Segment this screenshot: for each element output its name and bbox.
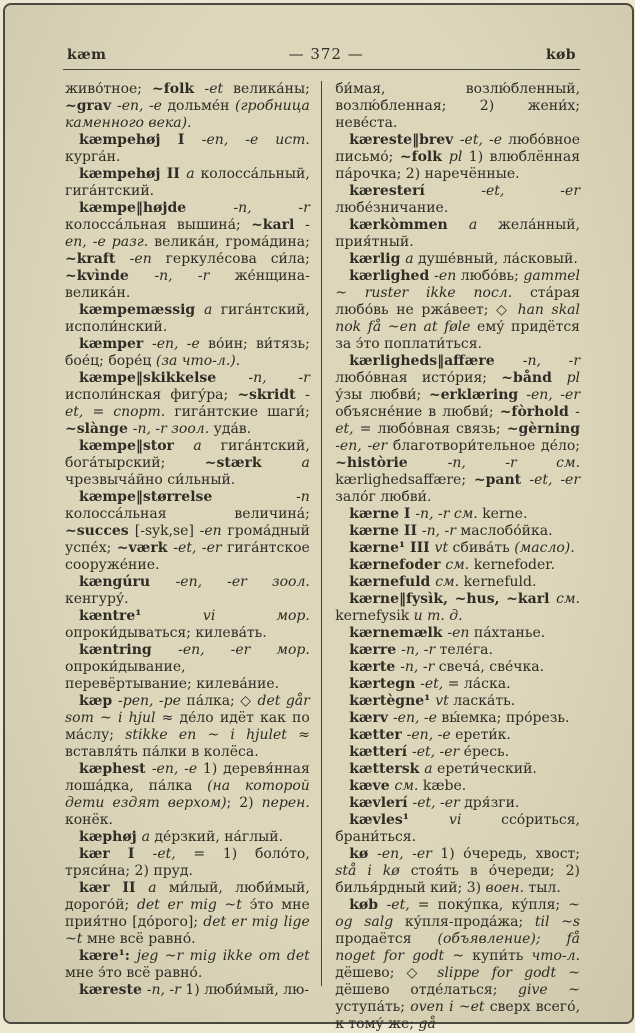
grammar-label: a [301, 455, 310, 471]
definition-text: kærlighedsaffære; [335, 472, 474, 488]
definition-text: kæbe. [422, 778, 467, 794]
grammar-label: oven i ~et [410, 999, 490, 1015]
header-rule [63, 69, 580, 70]
definition-text: душе́вный, ла́сковый. [418, 251, 578, 267]
grammar-label: -pen, -pe [118, 693, 187, 709]
headword: kærre [349, 642, 402, 658]
definition-text: ≈ де́ло идёт как по ма́слу; [65, 710, 310, 743]
definition-text: ерети́к. [455, 727, 511, 743]
definition-text: любе́зничание. [335, 200, 449, 216]
definition-text: сбива́ть [452, 540, 515, 556]
definition-text: геркуле́сова си́ла; [165, 251, 310, 267]
dictionary-entry [65, 302, 310, 336]
dictionary-entry [335, 812, 580, 846]
headword: kærne II [349, 523, 422, 539]
definition-text: любо́вная исто́рия; [335, 370, 502, 386]
headword: ~bånd [501, 370, 567, 386]
grammar-label: -n, -r см. [447, 455, 581, 471]
grammar-label: -en, -e [151, 336, 209, 352]
page-number: — 372 — [288, 45, 364, 63]
dictionary-entry [335, 625, 580, 642]
headword: kængúru [79, 574, 176, 590]
grammar-label: (за что-л.). [155, 353, 241, 369]
headword: kætter [349, 727, 407, 743]
headword: kætterí [349, 744, 412, 760]
headword: ~stærk [204, 455, 302, 471]
grammar-label: -en [434, 268, 461, 284]
guide-word-left: kæm [67, 47, 107, 63]
definition-text: любо́вная связь; [377, 421, 507, 437]
headword: kæphest [79, 761, 152, 777]
grammar-label: -en [199, 523, 228, 539]
definition-text: ему́ придётся за э́то поплати́ться. [335, 319, 581, 352]
definition-text: любо́вь; [460, 268, 524, 284]
headword: kæresterí [349, 183, 482, 199]
headword: ~karl [251, 217, 306, 233]
dictionary-entry [335, 132, 580, 183]
headword: kærv [349, 710, 393, 726]
definition-text: би́мая, возлю́бленный, возлю́бленная; 2) жени́х; неве́ста. [335, 81, 581, 131]
dictionary-entry [335, 710, 580, 727]
definition-text: поку́пка, ку́пля; [437, 897, 569, 913]
headword: kær I [79, 846, 153, 862]
headword: kærkòmmen [349, 217, 469, 233]
headword: kær II [79, 880, 149, 896]
grammar-label: give ~ [518, 982, 581, 998]
definition-text: дольме́н [167, 98, 235, 114]
headword: kæphøj [79, 829, 142, 845]
grammar-label: det er mig ~t [136, 897, 250, 913]
grammar-label: gå [418, 1016, 436, 1032]
dictionary-entry [335, 778, 580, 795]
grammar-label: -en [447, 625, 474, 641]
grammar-label: -en, -er [377, 846, 441, 862]
dictionary-entry [335, 591, 580, 625]
definition-text: kerne. [482, 506, 528, 522]
dictionary-entry [335, 540, 580, 557]
dictionary-entry [335, 693, 580, 710]
definition-text: kernefysik [335, 608, 414, 624]
grammar-label: -et, = [386, 897, 438, 913]
grammar-label: slippe for godt ~ [437, 965, 581, 981]
dictionary-entry [65, 846, 310, 880]
headword: kæreste [79, 982, 147, 998]
definition-text: гига́нтский, бога́тырский; [65, 438, 310, 471]
grammar-label: det går som ~ i hjul [65, 693, 310, 726]
grammar-label: a [141, 829, 155, 845]
grammar-label: -n, -r зоол. [132, 421, 214, 437]
definition-text: жела́нный, прия́тный. [335, 217, 581, 250]
grammar-label: (объявление); få noget for godt ~ [335, 931, 581, 964]
grammar-label: -en, -e [392, 710, 442, 726]
definition-text: велика́ны; [233, 81, 310, 97]
definition-text: мне э́то всё равно́. [65, 965, 203, 981]
grammar-label: -et, -er [412, 795, 465, 811]
dictionary-entry [335, 795, 580, 812]
headword: kæreste‖brev [349, 132, 460, 148]
headword: ~kvìnde [65, 268, 155, 284]
grammar-label: -en, -er зоол. [175, 574, 310, 590]
definition-text: же́нщина-велика́н. [65, 268, 310, 301]
dictionary-entry [65, 608, 310, 642]
grammar-label: -n, -r [154, 268, 235, 284]
headword: ~værk [116, 540, 174, 556]
grammar-label: -et, -e [459, 132, 509, 148]
dictionary-entry [335, 659, 580, 676]
definition-text: конёк. [65, 812, 113, 828]
definition-text: kernefuld. [463, 574, 537, 590]
definition-text: ссо́риться, брани́ться. [335, 812, 581, 845]
grammar-label: -en, -e ист. [201, 132, 310, 148]
headword: kærne I [349, 506, 416, 522]
grammar-label: jeg ~r mig ikke om det [136, 948, 310, 964]
headword: kæmpe‖stor [79, 438, 194, 454]
headword: ~històrie [335, 455, 448, 471]
dictionary-entry [335, 506, 580, 523]
headword: kæmpehøj II [79, 166, 187, 182]
grammar-label: -et, -er [481, 183, 581, 199]
definition-text: ласка́ть. [453, 693, 516, 709]
grammar-label: -en, -e разг. [65, 217, 310, 250]
grammar-label: см. [435, 574, 464, 590]
headword: ~pant [473, 472, 530, 488]
grammar-label: a [148, 880, 169, 896]
headword: kærtègne¹ [349, 693, 436, 709]
headword: kæmpe‖højde [79, 200, 234, 216]
dictionary-entry [65, 200, 310, 302]
headword: kærnefoder [349, 557, 446, 573]
dictionary-entry [335, 574, 580, 591]
headword: kære¹: [79, 948, 137, 964]
definition-text: 1) о́чередь, хвост; [440, 846, 581, 862]
grammar-label: til ~s [534, 914, 581, 930]
definition-text: е́ресь. [463, 744, 510, 760]
grammar-label: -et, -er [173, 540, 228, 556]
headword: kærne‖fysìk, ~hus, ~karl [349, 591, 557, 607]
headword: kærne¹ III [349, 540, 435, 556]
grammar-label: -et, = [335, 404, 581, 437]
grammar-label: -n, -r [421, 523, 461, 539]
headword: kæntring [79, 642, 179, 658]
definition-text: гига́нтские шаги́; [174, 404, 310, 420]
grammar-label: и т. д. [413, 608, 463, 624]
dictionary-entry [65, 693, 310, 761]
grammar-label: (масло). [514, 540, 575, 556]
definition-text: продаётся [335, 931, 438, 947]
dictionary-entry [335, 642, 580, 659]
headword: kæmpe‖størrelse [79, 489, 297, 505]
definition-text: велика́н, грома́дина; [154, 234, 310, 250]
headword: ~erklæring [428, 387, 527, 403]
grammar-label: что-л. [531, 948, 581, 964]
entry-continuation [335, 81, 580, 132]
definition-text: ста́рая любо́вь не ржа́веет; ◇ [335, 285, 581, 318]
dictionary-entry [65, 489, 310, 574]
grammar-label: см. [394, 778, 423, 794]
definition-text: стоя́ть в о́череди; 2) билья́рдный кий; 3) [335, 863, 581, 896]
definition-text: теле́га. [439, 642, 493, 658]
text-columns [65, 81, 581, 1032]
dictionary-entry [65, 948, 310, 982]
grammar-label: -n, -r [233, 200, 310, 216]
grammar-label: -n, -r [400, 659, 439, 675]
headword: kærlighed [349, 268, 435, 284]
page-paper [3, 3, 634, 1032]
grammar-label: ~ og salg [335, 897, 580, 930]
grammar-label: см. [445, 557, 474, 573]
grammar-label: см. [556, 591, 581, 607]
definition-text: колосса́льная вышина́; [65, 217, 252, 233]
left-column [65, 81, 321, 998]
grammar-label: a [186, 166, 201, 182]
grammar-label: -et, = [152, 846, 223, 862]
dictionary-entry [335, 183, 580, 217]
grammar-label: pl [566, 370, 581, 386]
headword: kærnefuld [349, 574, 436, 590]
grammar-label: a [405, 251, 419, 267]
dictionary-entry [335, 268, 580, 353]
grammar-label: vt [434, 540, 453, 556]
definition-text: 1) деревя́нная лоша́дка, па́лка [65, 761, 310, 794]
definition-text: опроки́дывание, перевёртывание; килева́ние. [65, 659, 280, 692]
dictionary-entry [65, 880, 310, 948]
dictionary-entry [335, 251, 580, 268]
definition-text: э́то мне прия́тно [до́рого]; [65, 897, 310, 930]
headword: ~fòrhold [499, 404, 576, 420]
grammar-label: stå i kø [335, 863, 411, 879]
dictionary-entry [335, 217, 580, 251]
headword: ~slànge [65, 421, 133, 437]
dictionary-entry [335, 353, 580, 506]
grammar-label: перен. [261, 795, 310, 811]
grammar-label: воен. [485, 880, 529, 896]
definition-text: маслобо́йка. [460, 523, 553, 539]
headword: ~folk [399, 149, 449, 165]
dictionary-entry [65, 132, 310, 166]
grammar-label: -n, -r см. [415, 506, 483, 522]
definition-text: опроки́дываться; килева́ть. [65, 625, 267, 641]
right-column [322, 81, 581, 1032]
grammar-label: gammel ~ ruster ikke посл. [335, 268, 581, 301]
definition-text: тыл. [528, 880, 561, 896]
definition-text: колосса́льная величина́; [65, 506, 310, 522]
definition-text: ми́лый, люби́мый, дорого́й; [65, 880, 310, 913]
entry-continuation [65, 81, 310, 132]
headword: kævlerí [349, 795, 413, 811]
dictionary-entry [65, 574, 310, 608]
definition-text: живо́тное; [65, 81, 152, 97]
dictionary-entry [335, 897, 580, 1033]
grammar-label: (на которой дети ездят верхом) [65, 778, 310, 811]
definition-text: исполи́нская фигу́ра; [65, 387, 238, 403]
definition-text: ла́ска. [463, 676, 511, 692]
grammar-label: -en, -er [526, 387, 581, 403]
headword: kærte [349, 659, 401, 675]
headword: kærtegn [349, 676, 421, 692]
definition-text: колосса́льный, гига́нтский. [65, 166, 310, 199]
definition-text: во́ин; ви́тязь; бое́ц; боре́ц [65, 336, 310, 369]
headword: ~grav [65, 98, 117, 114]
page-header [67, 45, 576, 63]
dictionary-entry [335, 676, 580, 693]
definition-text: па́хтанье. [473, 625, 546, 641]
definition-text: уда́в. [213, 421, 252, 437]
dictionary-entry [65, 761, 310, 829]
grammar-label: vi [449, 812, 502, 828]
grammar-label: -n, -r [401, 642, 440, 658]
definition-text: дёшево отде́латься; [335, 982, 519, 998]
definition-text: ≈ вставля́ть па́лки в колёса. [65, 727, 310, 760]
headword: kævles¹ [349, 812, 450, 828]
grammar-label: -en, -e [117, 98, 168, 114]
definition-text: ку́пля-прода́жа; [404, 914, 535, 930]
definition-text: 1) люби́мый, лю- [185, 982, 310, 998]
definition-text: kernefoder. [473, 557, 555, 573]
definition-text: грома́дный успе́х; [65, 523, 310, 556]
grammar-label: vi мор. [202, 608, 310, 624]
grammar-label: -n, -r [522, 353, 581, 369]
headword: kærlig [349, 251, 406, 267]
definition-text: курга́н. [65, 149, 121, 165]
grammar-label: -et, -er [411, 744, 464, 760]
grammar-label: -en, -e [151, 761, 203, 777]
headword: kæve [349, 778, 395, 794]
grammar-label: -en, -er мор. [178, 642, 310, 658]
headword: ~folk [152, 81, 205, 97]
headword: kæmpemæssig [79, 302, 204, 318]
definition-text: вы́емка; про́резь. [441, 710, 570, 726]
grammar-label: -n, -r [248, 370, 310, 386]
headword: ~gèrning [506, 421, 581, 437]
headword: kærligheds‖affære [349, 353, 523, 369]
dictionary-entry [335, 744, 580, 761]
grammar-label: det er mig lige ~t [65, 914, 310, 947]
headword: kæmpe‖skikkelse [79, 370, 249, 386]
grammar-label: a [424, 761, 438, 777]
headword: kættersk [349, 761, 425, 777]
definition-text: чрезвыча́йно си́льный. [65, 472, 236, 488]
definition-text: купи́ть [472, 948, 532, 964]
dictionary-entry [335, 523, 580, 540]
headword: ~kraft [65, 251, 130, 267]
grammar-label: -n [296, 489, 310, 505]
definition-text: объясне́ние в любви́; [335, 404, 500, 420]
definition-text: дря́зги. [464, 795, 520, 811]
dictionary-entry [65, 166, 310, 200]
definition-text: у́зы любви́; [335, 387, 429, 403]
grammar-label: -et [204, 81, 234, 97]
dictionary-entry [65, 370, 310, 438]
grammar-label: (гробница каменного века). [65, 98, 310, 131]
grammar-label: a [203, 302, 221, 318]
headword: kæp [79, 693, 119, 709]
dictionary-entry [335, 557, 580, 574]
definition-text: ; 2) [226, 795, 262, 811]
grammar-label: -en, -er [335, 438, 393, 454]
grammar-label: -et, = [420, 676, 464, 692]
grammar-label: -et, = спорт. [65, 387, 310, 420]
definition-text: свеча́, све́чка. [438, 659, 545, 675]
headword: kæmper [79, 336, 152, 352]
dictionary-entry [65, 982, 310, 999]
definition-text: благотвори́тельное де́ло; [392, 438, 581, 454]
grammar-label: a [193, 438, 221, 454]
definition-text: ерети́ческий. [437, 761, 537, 777]
definition-text: зало́г любви́. [335, 489, 432, 505]
grammar-label: -en, -e [406, 727, 456, 743]
grammar-label: -n, -r [146, 982, 186, 998]
definition-text: уступа́ть; [335, 999, 411, 1015]
definition-text: кенгуру́. [65, 591, 129, 607]
grammar-label: vt [435, 693, 454, 709]
dictionary-entry [335, 761, 580, 778]
grammar-label: -et, -er [529, 472, 581, 488]
headword: ~skridt [237, 387, 306, 403]
definition-text: 1) боло́то, тряси́на; 2) пруд. [65, 846, 310, 879]
guide-word-right: køb [545, 47, 576, 63]
grammar-label: stikke en ~ i hjulet [125, 727, 299, 743]
headword: kø [349, 846, 378, 862]
grammar-label: han skal nok få ~en at føle [335, 302, 581, 335]
headword: kæmpehøj I [79, 132, 202, 148]
definition-text: дёшево; ◇ [335, 965, 438, 981]
grammar-label: a [468, 217, 499, 233]
definition-text: любо́вное письмо́; [335, 132, 581, 165]
definition-text: сверх всего́, к тому́ же; [335, 999, 581, 1032]
headword: kæntre¹ [79, 608, 203, 624]
definition-text: па́лка; ◇ [186, 693, 258, 709]
definition-text: гига́нтский, исполи́нский. [65, 302, 310, 335]
definition-text: 1) влюблённая па́рочка; 2) наречённые. [335, 149, 581, 182]
grammar-label: -en [129, 251, 166, 267]
dictionary-entry [65, 336, 310, 370]
dictionary-entry [335, 727, 580, 744]
definition-text: гига́нтское сооруже́ние. [65, 540, 310, 573]
grammar-label: pl [448, 149, 469, 165]
headword: ~succes [65, 523, 135, 539]
dictionary-entry [335, 846, 580, 897]
dictionary-entry [65, 829, 310, 846]
dictionary-entry [65, 642, 310, 693]
definition-text: де́рзкий, на́глый. [154, 829, 284, 845]
headword: køb [349, 897, 387, 913]
definition-text: [-syk,se] [134, 523, 200, 539]
dictionary-entry [65, 438, 310, 489]
headword: kærnemælk [349, 625, 448, 641]
definition-text: мне всё равно́. [86, 931, 196, 947]
